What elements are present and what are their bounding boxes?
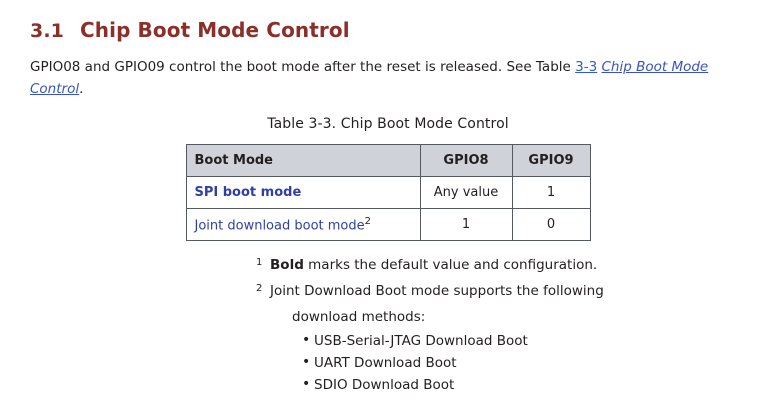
footnote-item — [256, 281, 686, 302]
table-crossref-title[interactable]: Chip Boot Mode Control — [30, 59, 709, 97]
list-item: • USB-Serial-JTAG Download Boot — [314, 330, 686, 352]
intro-paragraph — [30, 56, 744, 100]
table-crossref-number[interactable]: 3-3 — [575, 59, 598, 75]
footnote-text-1 — [270, 255, 686, 276]
footnote-ref-2: 2 — [364, 215, 371, 227]
table-caption: Table 3-3. Chip Boot Mode Control — [267, 116, 509, 132]
section-heading — [30, 18, 746, 42]
footnotes-block — [256, 255, 686, 396]
column-header-boot-mode: Boot Mode — [186, 145, 420, 177]
cell-gpio9: 0 — [512, 209, 590, 241]
footnote-marker-2: 2 — [256, 283, 263, 294]
footnote-continuation: download methods: — [292, 309, 426, 325]
table-header-row — [186, 145, 590, 177]
download-methods-list — [256, 330, 686, 396]
cell-gpio8: 1 — [420, 209, 512, 241]
table-row — [186, 209, 590, 241]
list-item: • SDIO Download Boot — [314, 374, 686, 396]
column-header-gpio8: GPIO8 — [420, 145, 512, 177]
table-container — [30, 144, 746, 241]
table-row — [186, 177, 590, 209]
footnote-marker-1: 1 — [256, 257, 263, 268]
cell-boot-mode-text: Joint download boot mode — [194, 218, 365, 234]
intro-text-lead: GPIO08 and GPIO09 control the boot mode after the reset is released. See Table — [30, 59, 576, 75]
column-header-gpio9: GPIO9 — [512, 145, 590, 177]
intro-text-end: . — [79, 81, 84, 97]
footnote-text-2: Joint Download Boot mode supports the following — [270, 283, 604, 299]
cell-gpio8: Any value — [420, 177, 512, 209]
page-title: Chip Boot Mode Control — [80, 18, 350, 42]
footnote-bold-lead: Bold — [270, 257, 304, 273]
cell-boot-mode: SPI boot mode — [186, 177, 420, 209]
list-item: • UART Download Boot — [314, 352, 686, 374]
boot-mode-table — [186, 144, 591, 241]
cell-boot-mode — [186, 209, 420, 241]
section-number: 3.1 — [30, 20, 64, 42]
cell-gpio9: 1 — [512, 177, 590, 209]
footnote-body: marks the default value and configuration. — [303, 257, 598, 273]
footnote-item — [256, 255, 686, 276]
